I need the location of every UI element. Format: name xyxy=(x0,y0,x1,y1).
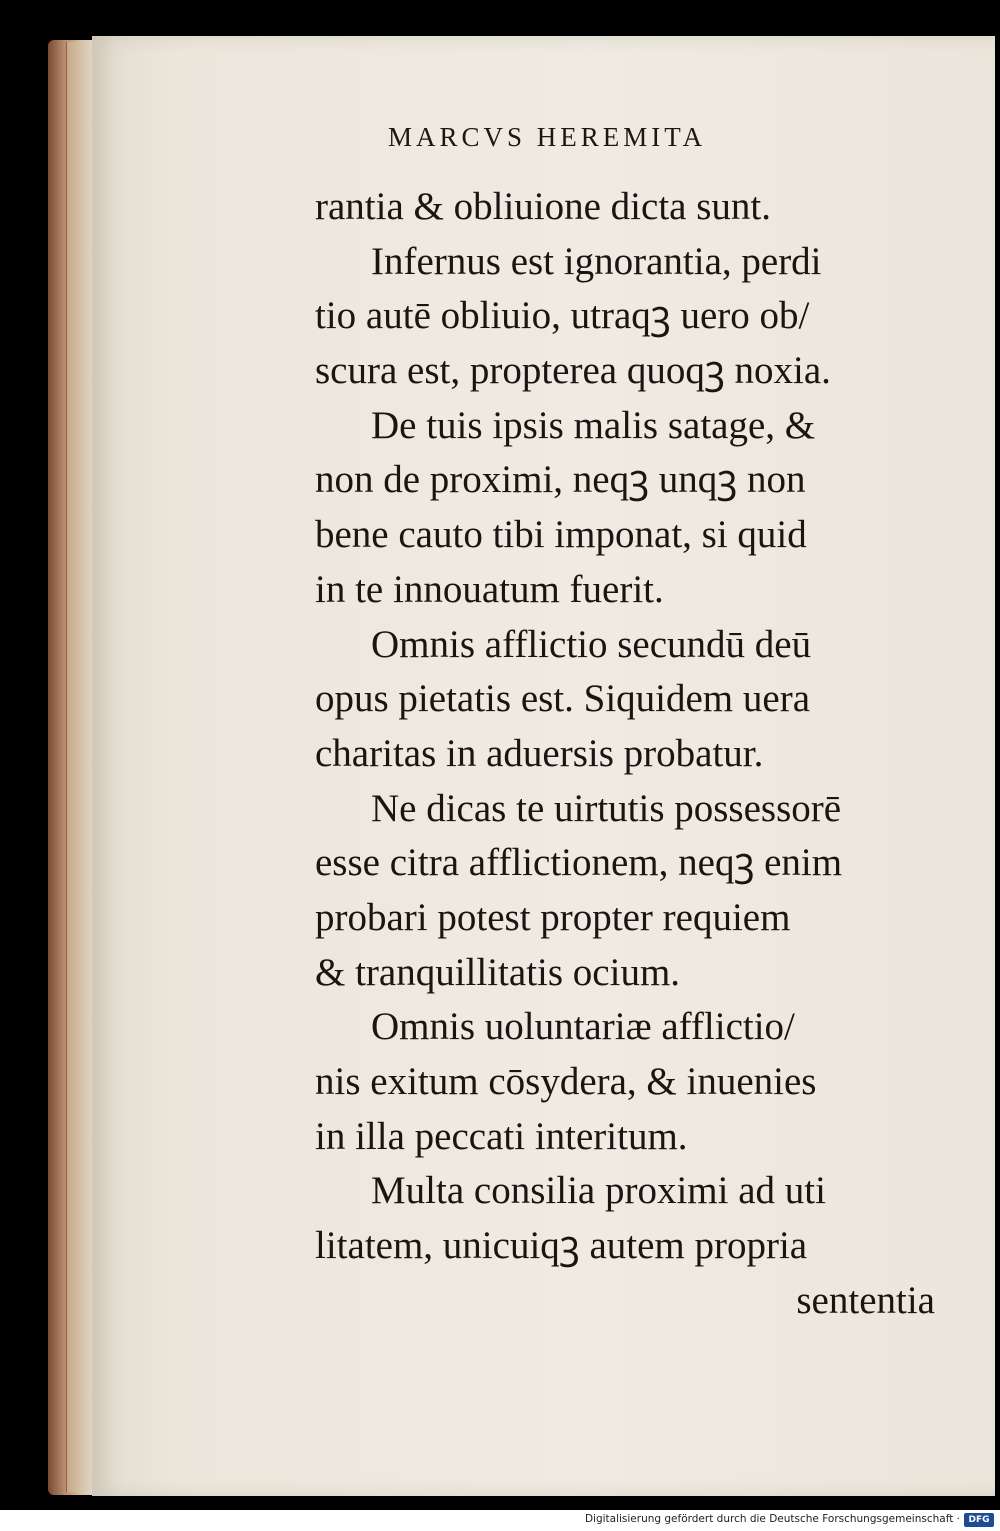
text-line: nis exitum cōsydera, & inuenies xyxy=(315,1060,817,1103)
text-line: in illa peccati interitum. xyxy=(315,1114,688,1158)
text-line: Omnis uoluntariæ afflictio/ xyxy=(371,1005,795,1049)
text-line: tio autē obliuio, utraqꝫ uero ob/ xyxy=(315,294,810,338)
footer-bar xyxy=(0,1510,1000,1531)
text-line: scura est, propterea quoqꝫ noxia. xyxy=(315,349,831,393)
text-line: Omnis afflictio secundū deū xyxy=(371,622,812,666)
text-line: Ne dicas te uirtutis possessorē xyxy=(371,786,842,830)
text-line: De tuis ipsis malis satage, & xyxy=(371,403,816,447)
body-text xyxy=(315,180,935,1328)
text-line: bene cauto tibi imponat, si quid xyxy=(315,513,807,557)
running-head: MARCVS HEREMITA xyxy=(388,122,707,152)
text-line: probari potest propter requiem xyxy=(315,895,791,939)
text-line: opus pietatis est. Siquidem uera xyxy=(315,677,811,721)
funding-credit: Digitalisierung gefördert durch die Deutsche Forschungsgemeinschaft · xyxy=(584,1513,960,1525)
catchword: sententia xyxy=(796,1278,935,1322)
text-line: non de proximi, neqꝫ unqꝫ non xyxy=(315,458,806,502)
text-line: charitas in aduersis probatur. xyxy=(315,731,764,775)
text-line: Infernus est ignorantia, perdi xyxy=(371,239,822,283)
text-line: & tranquillitatis ocium. xyxy=(315,950,681,994)
text-line: Multa consilia proximi ad uti xyxy=(371,1169,826,1213)
text-line: in te innouatum fuerit. xyxy=(315,567,664,611)
dfg-logo: DFG xyxy=(964,1513,994,1527)
text-line: litatem, unicuiqꝫ autem propria xyxy=(315,1224,808,1268)
text-line: esse citra afflictionem, neqꝫ enim xyxy=(315,841,843,885)
text-line: rantia & obliuione dicta sunt. xyxy=(315,185,771,228)
